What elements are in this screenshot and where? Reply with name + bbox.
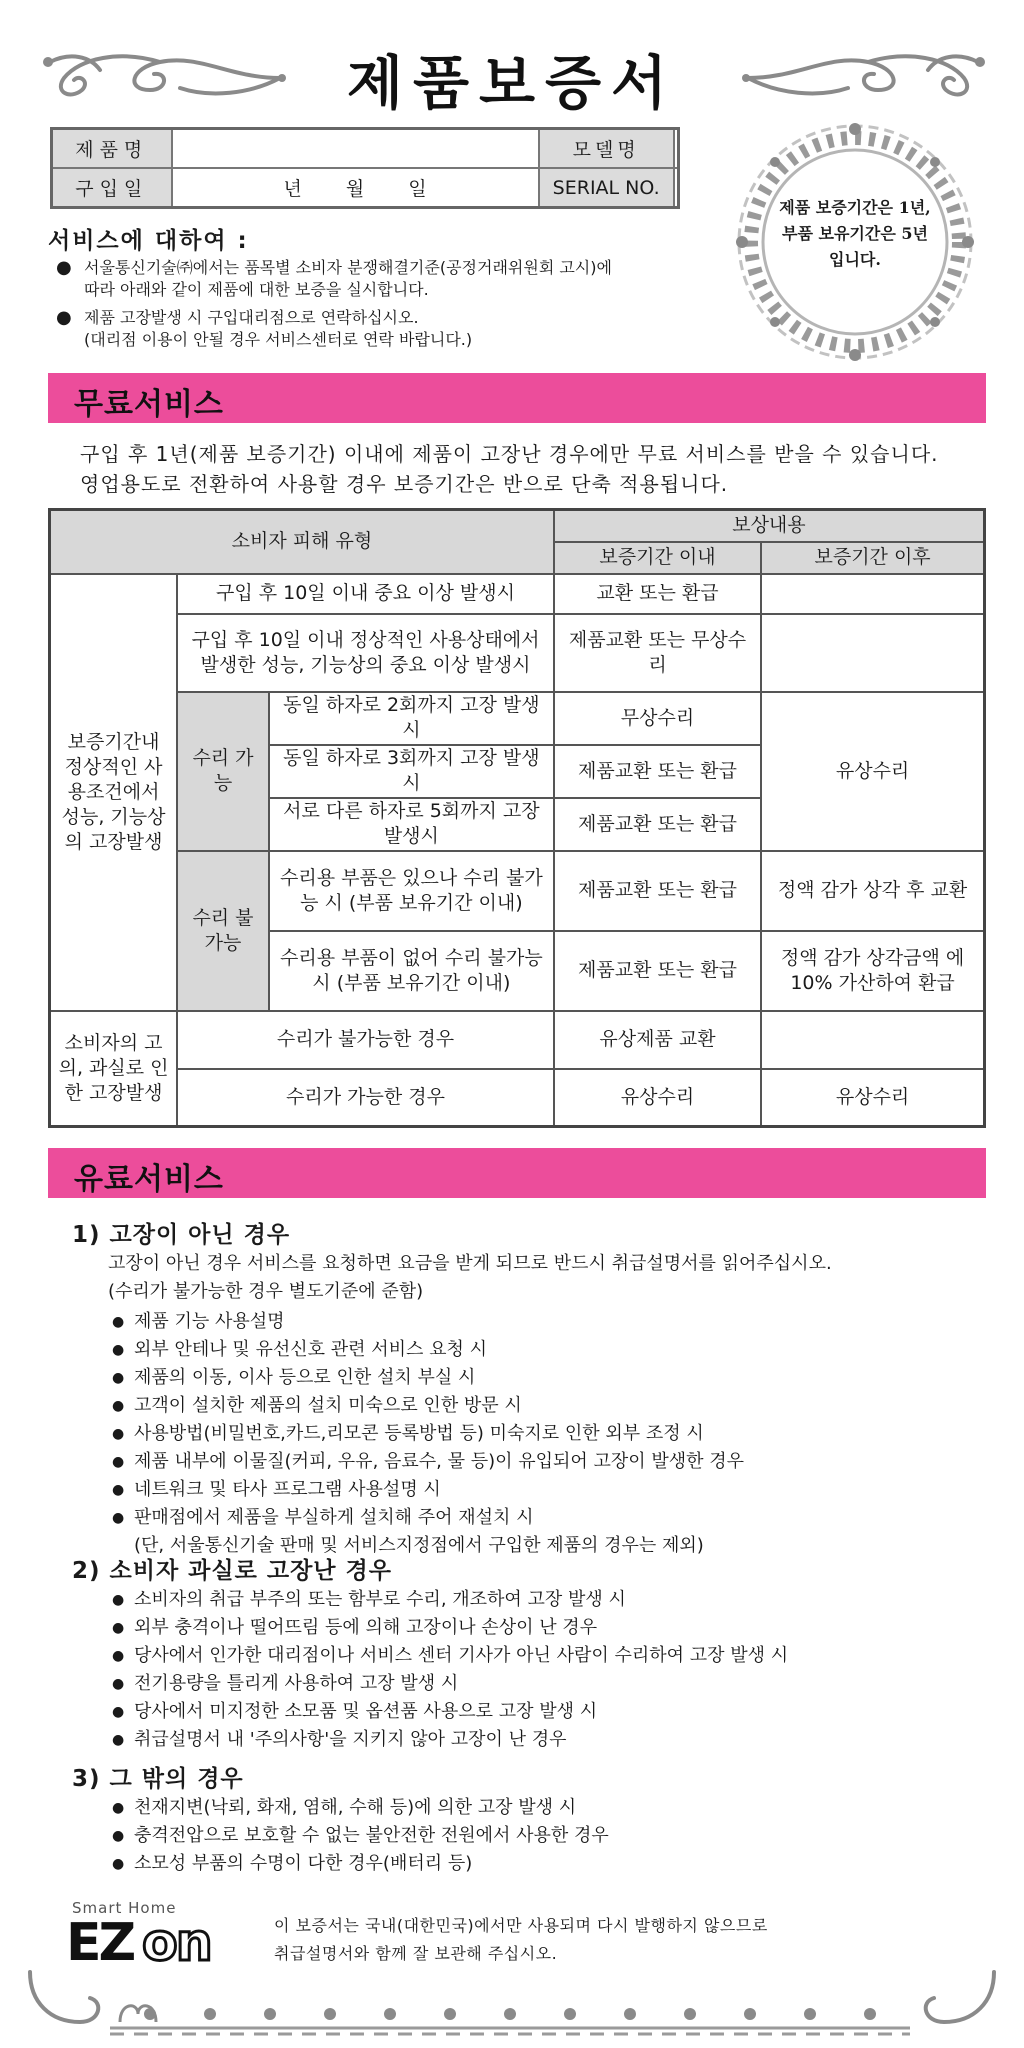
rows3-5-after: 유상수리 <box>761 692 984 851</box>
product-name-field[interactable] <box>172 129 539 169</box>
header-after-warranty: 보증기간 이후 <box>761 542 984 574</box>
footer-notice <box>274 1912 768 1968</box>
list-item: ● 제품 내부에 이물질(커피, 우유, 음료수, 물 등)이 유입되어 고장이 발생한 경우 <box>112 1448 744 1476</box>
bottom-ornament-border <box>20 1962 1004 2042</box>
group-consumer-fault: 소비자의 고의, 과실로 인한 고장발생 <box>50 1011 178 1127</box>
ezon-logo <box>66 1916 236 1966</box>
row6-within: 제품교환 또는 환급 <box>554 851 761 931</box>
free-service-heading: 무료서비스 <box>74 387 224 422</box>
list-item: ● 당사에서 미지정한 소모품 및 옵션품 사용으로 고장 발생 시 <box>112 1698 788 1726</box>
free-service-desc-line-1: 구입 후 1년(제품 보증기간) 이내에 제품이 고장난 경우에만 무료 서비스를 받을 수 있습니다. <box>80 442 939 466</box>
row9-type: 수리가 가능한 경우 <box>177 1069 554 1127</box>
service-bullet-2-line-2: (대리점 이용이 안될 경우 서비스센터로 연락 바랍니다.) <box>84 330 473 349</box>
paid-sub-2-heading: 2) 소비자 과실로 고장난 경우 <box>72 1558 392 1584</box>
row1-within: 교환 또는 환급 <box>554 574 761 614</box>
compensation-table <box>48 508 986 1128</box>
list-item: ● 판매점에서 제품을 부실하게 설치해 주어 재설치 시 <box>112 1504 744 1532</box>
list-item-note: (단, 서울통신기술 판매 및 서비스지정점에서 구입한 제품의 경우는 제외) <box>134 1535 704 1556</box>
bullet-dot-icon: ● <box>56 257 72 278</box>
list-item: ● 당사에서 인가한 대리점이나 서비스 센터 기사가 아닌 사람이 수리하여 고장 발생 시 <box>112 1642 788 1670</box>
header-within-warranty: 보증기간 이내 <box>554 542 761 574</box>
paid-sub-1-list <box>112 1308 744 1560</box>
paid-sub-1-heading: 1) 고장이 아닌 경우 <box>72 1222 291 1248</box>
service-bullet-2 <box>56 307 472 351</box>
row3-within: 무상수리 <box>554 692 761 745</box>
paid-sub-3-heading: 3) 그 밖의 경우 <box>72 1766 244 1792</box>
row6-after: 정액 감가 상각 후 교환 <box>761 851 984 931</box>
purchase-date-label: 구입일 <box>52 168 172 208</box>
list-item: ● 전기용량을 틀리게 사용하여 고장 발생 시 <box>112 1670 788 1698</box>
model-field[interactable] <box>674 129 679 169</box>
seal-line-3: 입니다. <box>829 250 881 269</box>
seal-line-1: 제품 보증기간은 1년, <box>779 198 931 217</box>
document-title: 제품보증서 <box>346 49 678 117</box>
row9-after: 유상수리 <box>761 1069 984 1127</box>
model-label: 모델명 <box>539 129 674 169</box>
serial-field[interactable] <box>674 168 679 208</box>
row7-within: 제품교환 또는 환급 <box>554 931 761 1011</box>
service-heading: 서비스에 대하여 : <box>48 228 249 254</box>
footer-notice-line-1: 이 보증서는 국내(대한민국)에서만 사용되며 다시 발행하지 않으므로 <box>274 1916 768 1935</box>
row4-type: 동일 하자로 3회까지 고장 발생시 <box>269 745 554 798</box>
bullet-dot-icon: ● <box>56 307 72 328</box>
row8-type: 수리가 불가능한 경우 <box>177 1011 554 1069</box>
brand-tagline: Smart Home <box>72 1899 177 1917</box>
list-item: ● 제품의 이동, 이사 등으로 인한 설치 부실 시 <box>112 1364 744 1392</box>
seal-line-2: 부품 보유기간은 5년 <box>782 224 928 243</box>
service-bullet-1 <box>56 257 612 301</box>
row2-after <box>761 614 984 692</box>
paid-sub-1-desc-line-1: 고장이 아닌 경우 서비스를 요청하면 요금을 받게 되므로 반드시 취급설명서를 읽어주십시오. <box>108 1253 832 1274</box>
list-item: ● 제품 기능 사용설명 <box>112 1308 744 1336</box>
date-year-label: 년 <box>283 178 302 200</box>
row3-type: 동일 하자로 2회까지 고장 발생시 <box>269 692 554 745</box>
list-item: ● 네트워크 및 타사 프로그램 사용설명 시 <box>112 1476 744 1504</box>
paid-sub-1-description <box>108 1250 832 1306</box>
row6-type: 수리용 부품은 있으나 수리 불가능 시 (부품 보유기간 이내) <box>269 851 554 931</box>
paid-sub-2-list <box>112 1586 788 1754</box>
header-compensation: 보상내용 <box>554 510 985 542</box>
row7-after: 정액 감가 상각금액 에 10% 가산하여 환급 <box>761 931 984 1011</box>
list-item: ● 소모성 부품의 수명이 다한 경우(배터리 등) <box>112 1850 609 1878</box>
svg-text:EZ: EZ <box>66 1916 134 1966</box>
date-day-label: 일 <box>408 178 427 200</box>
row5-within: 제품교환 또는 환급 <box>554 798 761 851</box>
free-service-desc-line-2: 영업용도로 전환하여 사용할 경우 보증기간은 반으로 단축 적용됩니다. <box>80 472 729 496</box>
list-item: ● 외부 충격이나 떨어뜨림 등에 의해 고장이나 손상이 난 경우 <box>112 1614 788 1642</box>
row7-type: 수리용 부품이 없어 수리 불가능 시 (부품 보유기간 이내) <box>269 931 554 1011</box>
header-damage-type: 소비자 피해 유형 <box>50 510 554 574</box>
product-name-label: 제품명 <box>52 129 172 169</box>
row1-type: 구입 후 10일 이내 중요 이상 발생시 <box>177 574 554 614</box>
list-item: ● 천재지변(낙뢰, 화재, 염해, 수해 등)에 의한 고장 발생 시 <box>112 1794 609 1822</box>
free-service-description <box>80 439 939 499</box>
svg-text:on: on <box>142 1916 211 1966</box>
free-service-bar <box>48 373 986 423</box>
row2-within: 제품교환 또는 무상수리 <box>554 614 761 692</box>
list-item: ● 소비자의 취급 부주의 또는 함부로 수리, 개조하여 고장 발생 시 <box>112 1586 788 1614</box>
serial-label: SERIAL NO. <box>539 168 674 208</box>
row2-type: 구입 후 10일 이내 정상적인 사용상태에서 발생한 성능, 기능상의 중요 이상 발생시 <box>177 614 554 692</box>
group-normal-use: 보증기간내 정상적인 사용조건에서 성능, 기능상의 고장발생 <box>50 574 178 1011</box>
service-bullet-2-line-1: 제품 고장발생 시 구입대리점으로 연락하십시오. <box>84 308 419 327</box>
row5-type: 서로 다른 하자로 5회까지 고장 발생시 <box>269 798 554 851</box>
list-item: ● 고객이 설치한 제품의 설치 미숙으로 인한 방문 시 <box>112 1392 744 1420</box>
row4-within: 제품교환 또는 환급 <box>554 745 761 798</box>
list-item: ● 사용방법(비밀번호,카드,리모콘 등록방법 등) 미숙지로 인한 외부 조정 시 <box>112 1420 744 1448</box>
purchase-date-field[interactable] <box>172 168 539 208</box>
service-bullet-1-line-1: 서울통신기술㈜에서는 품목별 소비자 분쟁해결기준(공정거래위원회 고시)에 <box>84 258 612 277</box>
row9-within: 유상수리 <box>554 1069 761 1127</box>
service-bullet-1-line-2: 따라 아래와 같이 제품에 대한 보증을 실시합니다. <box>84 280 429 299</box>
repairable-label: 수리 가능 <box>177 692 269 851</box>
list-item: ● 취급설명서 내 '주의사항'을 지키지 않아 고장이 난 경우 <box>112 1726 788 1754</box>
date-month-label: 월 <box>345 178 365 200</box>
list-item: ● 외부 안테나 및 유선신호 관련 서비스 요청 시 <box>112 1336 744 1364</box>
paid-sub-1-desc-line-2: (수리가 불가능한 경우 별도기준에 준함) <box>108 1281 424 1302</box>
not-repairable-label: 수리 불가능 <box>177 851 269 1011</box>
paid-service-heading: 유료서비스 <box>74 1162 224 1197</box>
footer-notice-line-2: 취급설명서와 함께 잘 보관해 주십시오. <box>274 1944 558 1963</box>
paid-service-bar <box>48 1148 986 1198</box>
warranty-seal-text <box>745 195 965 273</box>
list-item: ● 충격전압으로 보호할 수 없는 불안전한 전원에서 사용한 경우 <box>112 1822 609 1850</box>
row8-after <box>761 1011 984 1069</box>
paid-sub-3-list <box>112 1794 609 1878</box>
product-info-table <box>50 127 680 209</box>
row1-after <box>761 574 984 614</box>
row8-within: 유상제품 교환 <box>554 1011 761 1069</box>
